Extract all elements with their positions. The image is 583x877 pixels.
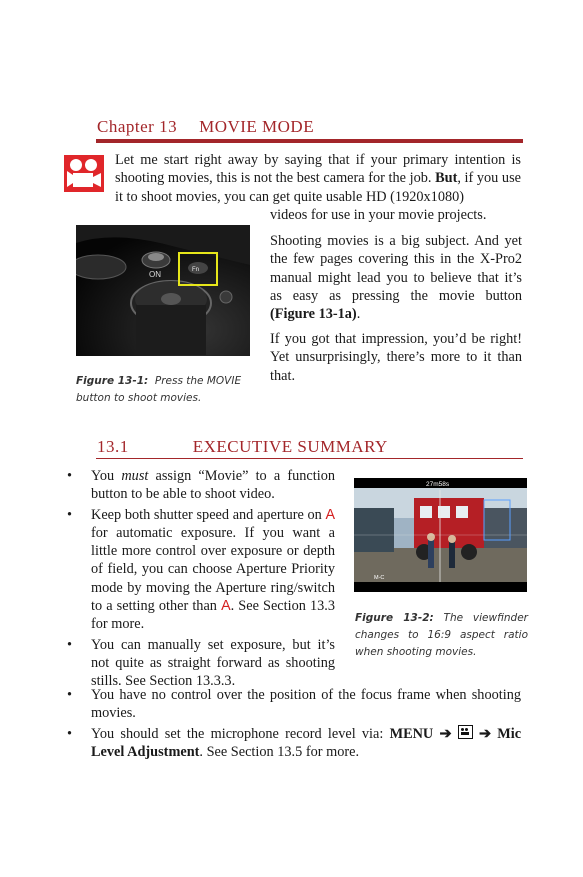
figure-13-2-image (354, 478, 527, 592)
intro-paragraph-end: videos for use in your movie projects. (270, 207, 487, 223)
bullet-item-3: • You can manually set exposure, but it’s not quite as straight forward as shooting stills. See Section 13.3.3. (65, 636, 335, 691)
arrow-icon: ➔ (479, 725, 491, 742)
bullet-list-wide (65, 686, 521, 763)
figure-13-2-label: Figure 13-2: (355, 612, 434, 624)
bullet-list-narrow (65, 467, 335, 693)
section-rule (96, 458, 523, 459)
auto-a-marker: A (221, 598, 231, 615)
paragraph-2: Shooting movies is a big subject. And yet the few pages covering this in the X-Pro2 manual might lead you to believe that it’s as easy as pressing the movie button (Figure 13-1a). (270, 233, 522, 323)
bullet-item-5: • You should set the microphone record level via: MENU ➔ ➔ Mic Level Adjustment. See Section 13.5 for more. (65, 725, 521, 762)
figure-13-1-caption: Figure 13-1: Press the MOVIE button to shoot movies. (76, 375, 242, 404)
figure-13-1-image (76, 225, 250, 356)
bullet-item-4: • You have no control over the position of the focus frame when shooting movies. (65, 686, 521, 723)
chapter-number: Chapter 13 (97, 117, 178, 136)
figure-13-1-label: Figure 13-1: (76, 375, 149, 387)
movie-camera-icon (64, 155, 104, 192)
chapter-title: MOVIE MODE (199, 117, 315, 136)
dial-on-label: ON (149, 270, 161, 279)
section-title: EXECUTIVE SUMMARY (192, 437, 388, 456)
figure-ref: (Figure 13-1a) (270, 306, 357, 323)
osd-time-remaining: 27m58s (426, 481, 450, 488)
arrow-icon: ➔ (439, 725, 452, 742)
osd-mode: M-C (374, 575, 385, 581)
paragraph-3: If you got that impression, you’d be right! Yet unsurprisingly, there’s more to it than that. (270, 331, 522, 384)
section-heading (97, 437, 388, 457)
intro-bold-but: But (435, 170, 458, 187)
intro-paragraph: Let me start right away by saying that if your primary intention is shooting movies, this is not the best camera for the job. But, if you use it to shoot movies, you can get quite usable HD (1920x1080) (115, 152, 521, 205)
movie-menu-icon (458, 725, 473, 739)
section-number: 13.1 (97, 437, 129, 456)
fn-button-label: Fn (192, 267, 200, 273)
figure-13-2-caption: Figure 13-2: The viewfinder changes to 16:9 aspect ratio when shooting movies. (355, 612, 528, 658)
chapter-heading (97, 117, 314, 137)
bullet-item-1: • You must assign “Movie” to a function button to be able to shoot video. (65, 467, 335, 504)
chapter-rule (96, 139, 523, 143)
auto-a-marker: A (325, 506, 335, 523)
bullet-item-2: • Keep both shutter speed and aperture on A for automatic exposure. If you want a little more control over exposure or depth of field, you can choose Aperture Priority mode by moving the Aperture ring/switch to a setting other than A. See Section 13.3 for more. (65, 506, 335, 634)
